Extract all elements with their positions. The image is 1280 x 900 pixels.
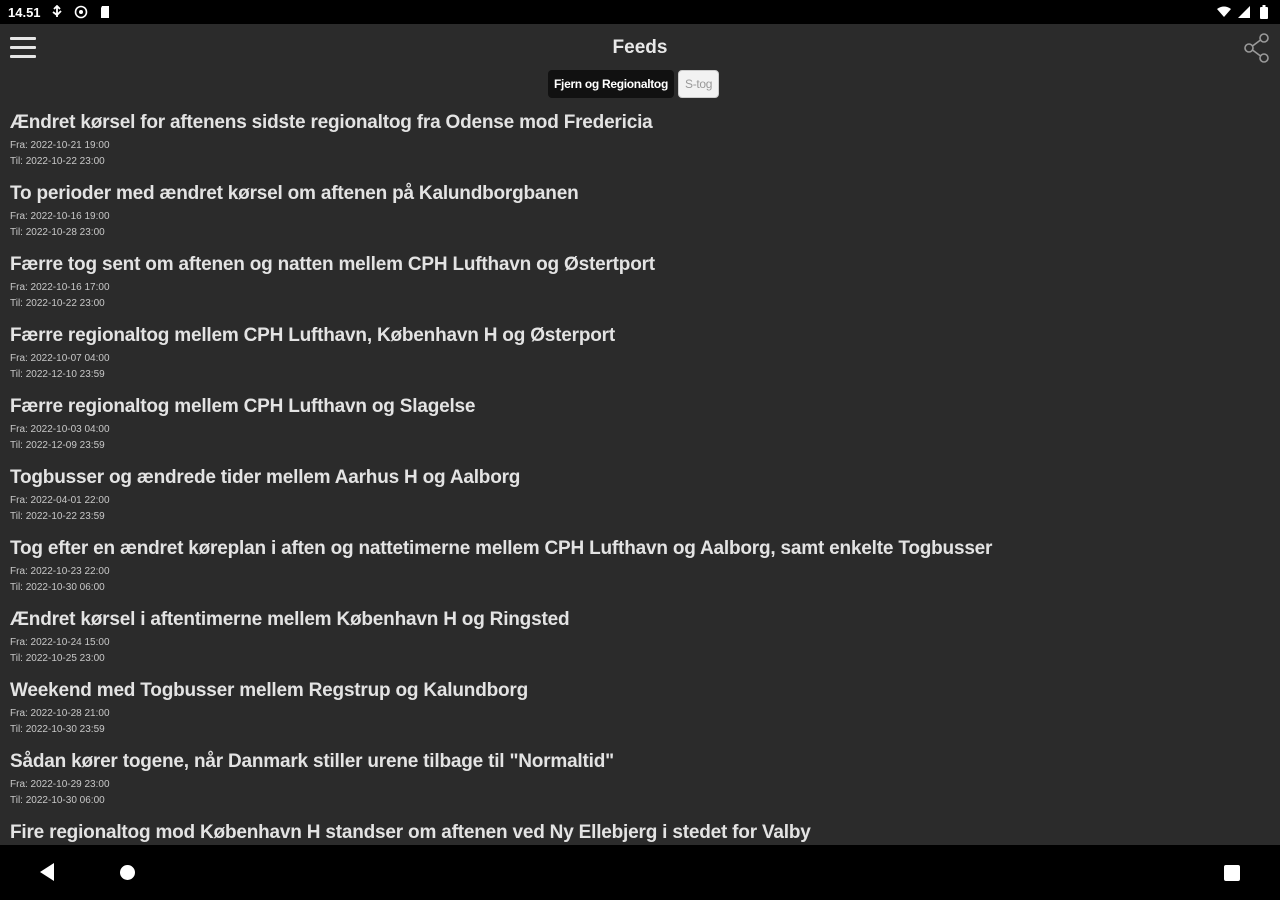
list-item[interactable] bbox=[0, 818, 1280, 844]
feed-to-date: Til: 2022-10-25 23:00 bbox=[10, 653, 105, 664]
page-title: Feeds bbox=[612, 37, 668, 58]
feed-to-date: Til: 2022-10-22 23:00 bbox=[10, 156, 105, 167]
feed-to-date: Til: 2022-10-30 06:00 bbox=[10, 582, 105, 593]
signal-icon bbox=[1236, 4, 1252, 20]
status-left bbox=[8, 4, 113, 20]
list-item[interactable] bbox=[0, 392, 1280, 463]
feed-title: To perioder med ændret kørsel om aftenen på Kalundborgbanen bbox=[10, 183, 579, 204]
feed-title: Ændret kørsel i aftentimerne mellem København H og Ringsted bbox=[10, 609, 570, 630]
feed-from-date: Fra: 2022-04-01 22:00 bbox=[10, 495, 110, 506]
list-item[interactable] bbox=[0, 250, 1280, 321]
feed-from-date: Fra: 2022-10-23 22:00 bbox=[10, 566, 110, 577]
back-icon[interactable] bbox=[40, 863, 54, 881]
list-item[interactable] bbox=[0, 676, 1280, 747]
list-item[interactable] bbox=[0, 108, 1280, 179]
feed-tabs bbox=[548, 70, 719, 98]
feed-from-date: Fra: 2022-10-16 19:00 bbox=[10, 211, 110, 222]
status-right bbox=[1216, 4, 1272, 20]
feed-title: Færre tog sent om aftenen og natten mellem CPH Lufthavn og Østertport bbox=[10, 254, 655, 275]
feed-from-date: Fra: 2022-10-29 23:00 bbox=[10, 779, 110, 790]
status-bar bbox=[0, 0, 1280, 24]
list-item[interactable] bbox=[0, 605, 1280, 676]
list-item[interactable] bbox=[0, 534, 1280, 605]
feed-title: Færre regionaltog mellem CPH Lufthavn, København H og Østerport bbox=[10, 325, 615, 346]
feed-list[interactable] bbox=[0, 108, 1280, 844]
list-item[interactable] bbox=[0, 179, 1280, 250]
feed-title: Sådan kører togene, når Danmark stiller urene tilbage til "Normaltid" bbox=[10, 751, 614, 772]
home-icon[interactable] bbox=[120, 865, 135, 880]
feed-from-date: Fra: 2022-10-07 04:00 bbox=[10, 353, 110, 364]
list-item[interactable] bbox=[0, 463, 1280, 534]
list-item[interactable] bbox=[0, 321, 1280, 392]
wifi-icon bbox=[1216, 4, 1232, 20]
system-nav-bar bbox=[0, 845, 1280, 900]
feed-to-date: Til: 2022-12-09 23:59 bbox=[10, 440, 105, 451]
usb-icon bbox=[49, 4, 65, 20]
feed-title: Fire regionaltog mod København H standser om aftenen ved Ny Ellebjerg i stedet for Valby bbox=[10, 822, 811, 843]
feed-to-date: Til: 2022-12-10 23:59 bbox=[10, 369, 105, 380]
feed-to-date: Til: 2022-10-30 06:00 bbox=[10, 795, 105, 806]
app-bar bbox=[0, 24, 1280, 72]
feed-from-date: Fra: 2022-10-24 15:00 bbox=[10, 637, 110, 648]
feed-to-date: Til: 2022-10-22 23:59 bbox=[10, 511, 105, 522]
feed-to-date: Til: 2022-10-28 23:00 bbox=[10, 227, 105, 238]
feed-title: Tog efter en ændret køreplan i aften og nattetimerne mellem CPH Lufthavn og Aalborg, samt enkelte Togbusser bbox=[10, 538, 993, 559]
battery-icon bbox=[1256, 4, 1272, 20]
tab-s-tog[interactable]: S-tog bbox=[678, 70, 719, 98]
feed-from-date: Fra: 2022-10-03 04:00 bbox=[10, 424, 110, 435]
feed-from-date: Fra: 2022-10-21 19:00 bbox=[10, 140, 110, 151]
share-icon[interactable] bbox=[1242, 32, 1272, 64]
list-item[interactable] bbox=[0, 747, 1280, 818]
feed-title: Weekend med Togbusser mellem Regstrup og Kalundborg bbox=[10, 680, 529, 701]
sd-card-icon bbox=[97, 4, 113, 20]
location-icon bbox=[73, 4, 89, 20]
feed-from-date: Fra: 2022-10-28 21:00 bbox=[10, 708, 110, 719]
feed-to-date: Til: 2022-10-30 23:59 bbox=[10, 724, 105, 735]
feed-to-date: Til: 2022-10-22 23:00 bbox=[10, 298, 105, 309]
feed-from-date: Fra: 2022-10-16 17:00 bbox=[10, 282, 110, 293]
feed-title: Togbusser og ændrede tider mellem Aarhus H og Aalborg bbox=[10, 467, 521, 488]
feed-title: Ændret kørsel for aftenens sidste regionaltog fra Odense mod Fredericia bbox=[10, 112, 653, 133]
tab-fjern-og-regionaltog[interactable]: Fjern og Regionaltog bbox=[548, 70, 674, 98]
recents-icon[interactable] bbox=[1224, 865, 1240, 881]
feed-title: Færre regionaltog mellem CPH Lufthavn og Slagelse bbox=[10, 396, 476, 417]
status-time: 14.51 bbox=[8, 4, 41, 20]
